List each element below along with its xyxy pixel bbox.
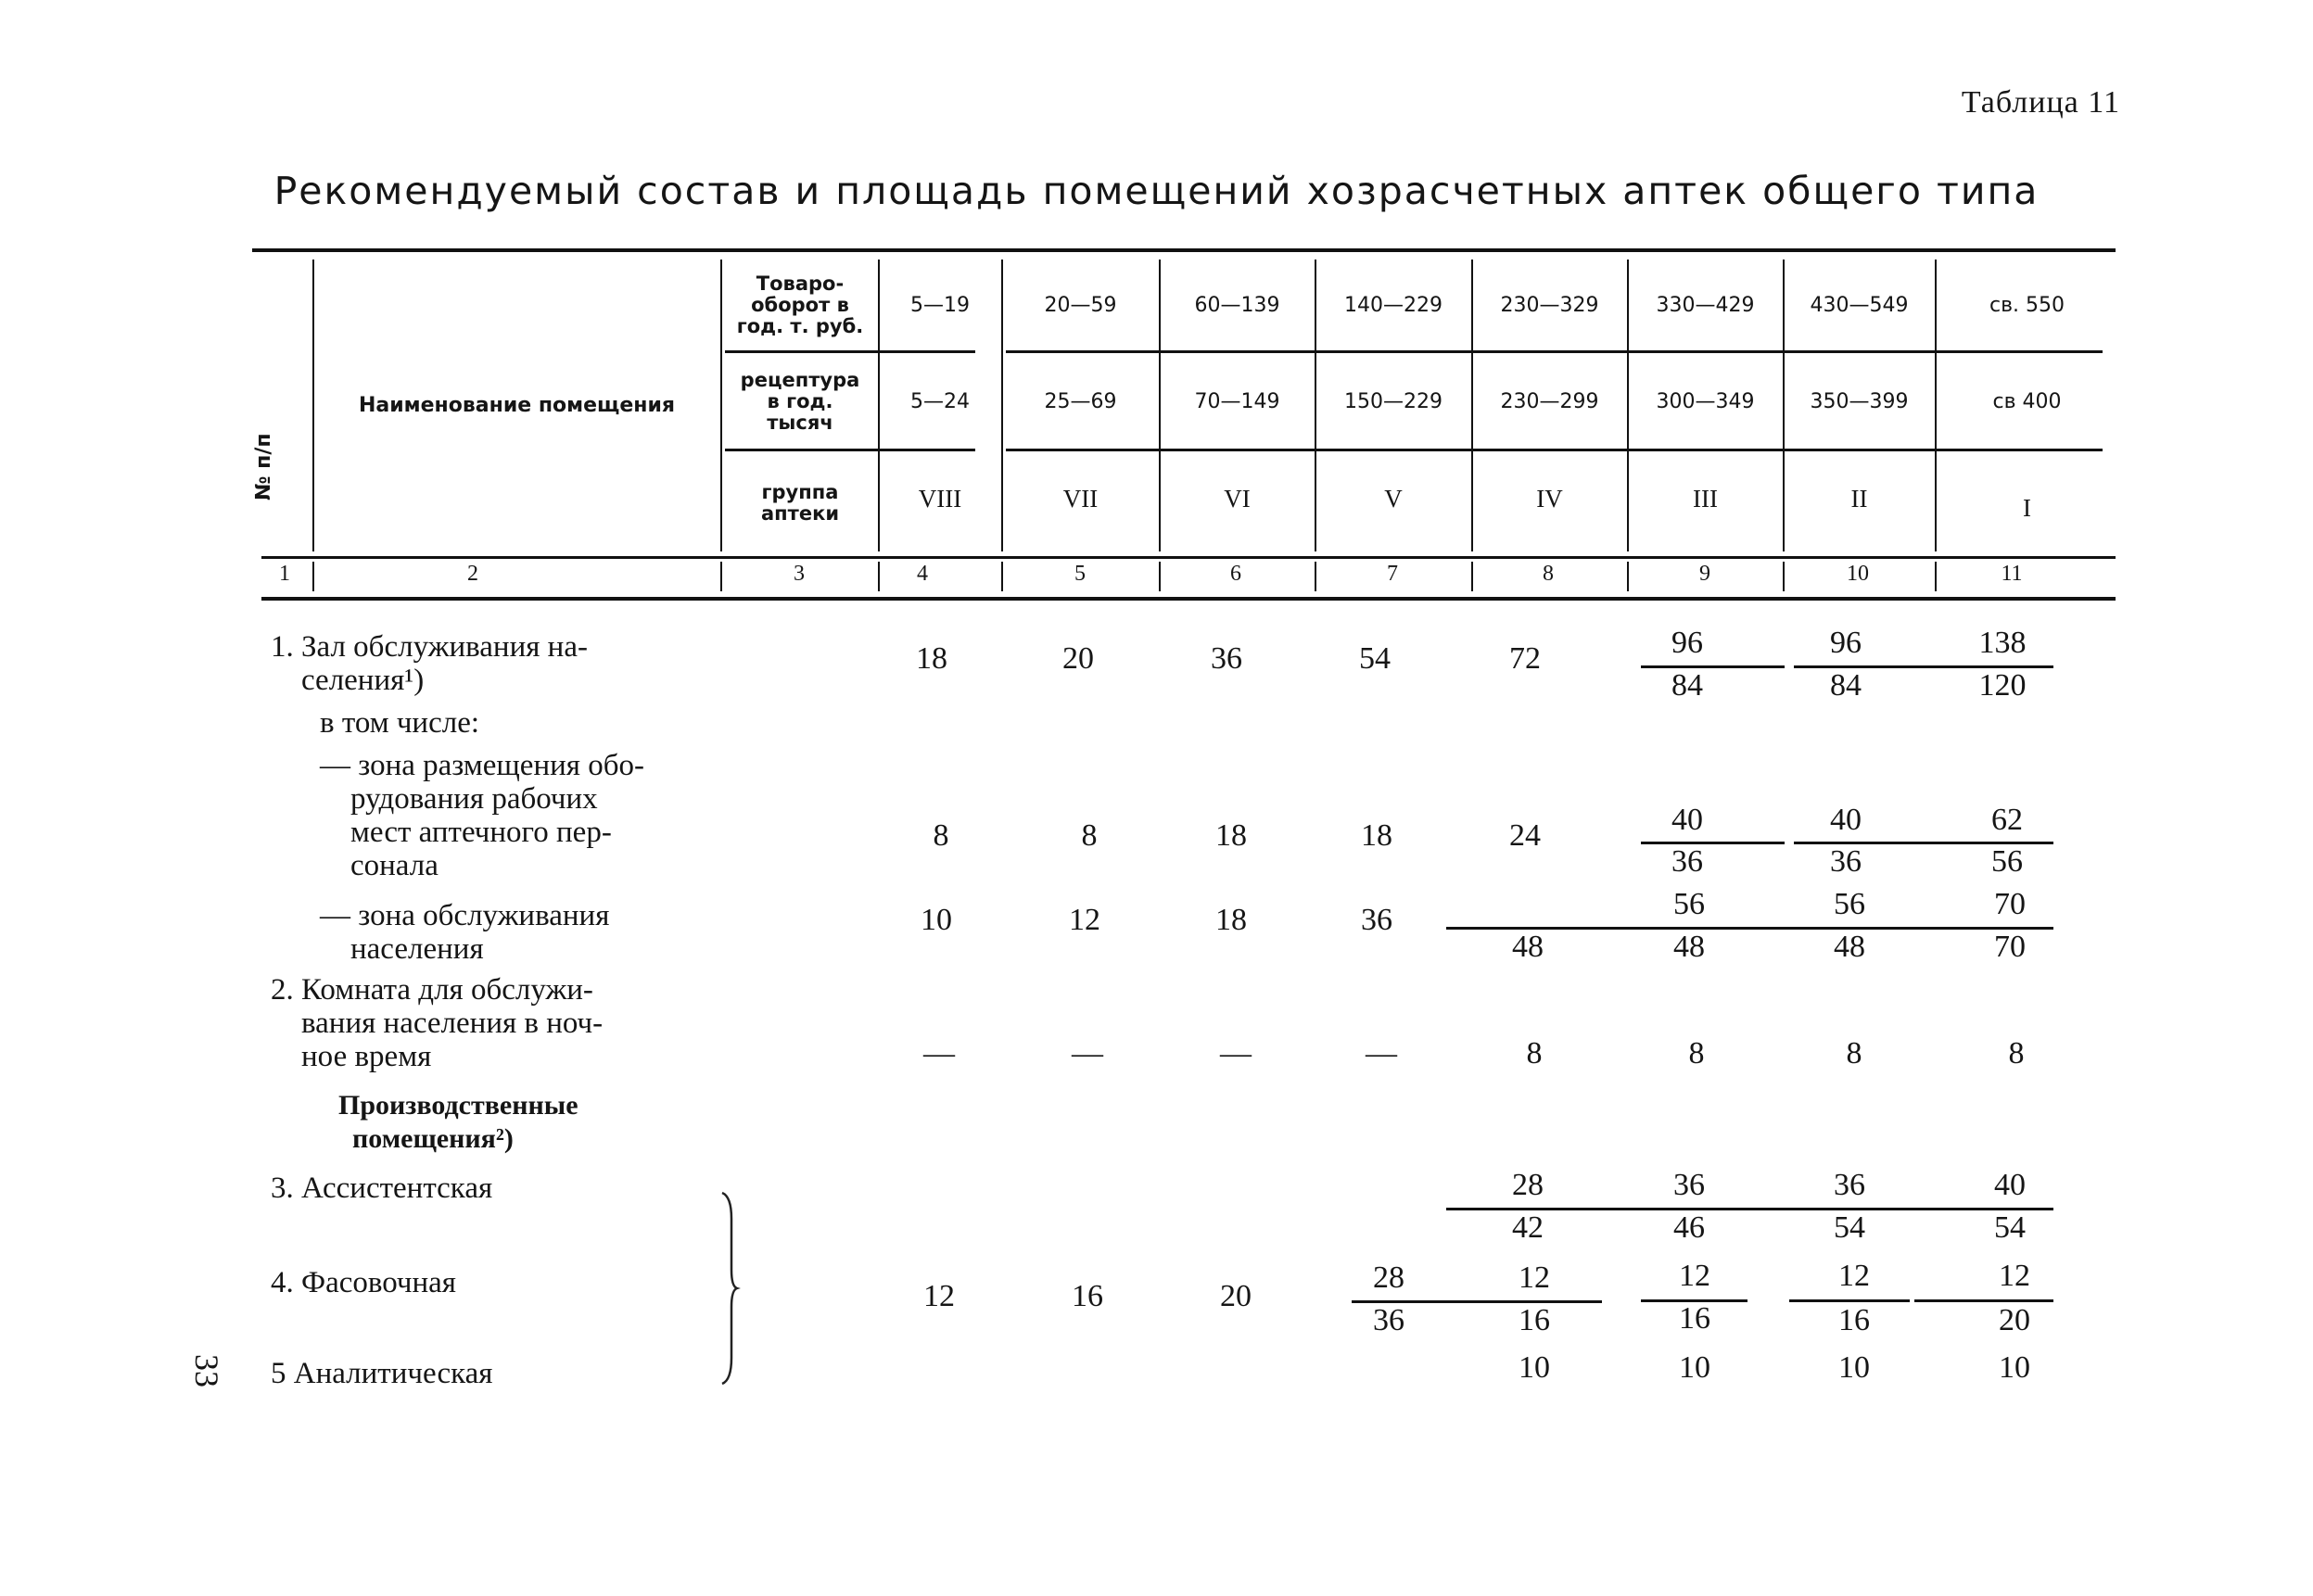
column-number: 11 bbox=[2001, 562, 2023, 586]
fraction-bottom: 16 bbox=[1519, 1303, 1550, 1337]
turnover-value: св. 550 bbox=[1989, 293, 2065, 317]
fraction-bottom: 84 bbox=[1830, 668, 1862, 703]
row-4-label: 4. Фасовочная bbox=[271, 1266, 456, 1299]
prescriptions-value: 150—229 bbox=[1344, 389, 1442, 413]
row-5-label: 5 Аналитическая bbox=[271, 1357, 493, 1390]
fraction-bottom: 54 bbox=[1834, 1210, 1865, 1245]
row-3-label: 3. Ассистентская bbox=[271, 1172, 493, 1205]
row-1a-label: — зона размещения обо- рудования рабочих мест аптечного пер- сонала bbox=[320, 749, 644, 882]
divider bbox=[720, 562, 722, 591]
brace-icon bbox=[718, 1191, 746, 1386]
turnover-value: 230—329 bbox=[1500, 293, 1599, 317]
column-number: 1 bbox=[279, 562, 290, 586]
fraction-bottom: 56 bbox=[1991, 844, 2023, 879]
turnover-value: 330—429 bbox=[1656, 293, 1755, 317]
fraction-top: 138 bbox=[1978, 626, 2027, 660]
group-value: VI bbox=[1224, 484, 1251, 513]
table-cell: 8 bbox=[1846, 1036, 1862, 1070]
fraction-bottom: 16 bbox=[1838, 1303, 1870, 1337]
page-number: 33 bbox=[188, 1354, 225, 1387]
column-number: 2 bbox=[467, 562, 478, 586]
prescriptions-value: 70—149 bbox=[1194, 389, 1280, 413]
group-value: IV bbox=[1536, 484, 1563, 513]
table-cell: 12 bbox=[1069, 903, 1100, 937]
table-cell: 54 bbox=[1359, 641, 1391, 676]
column-number: 8 bbox=[1543, 562, 1554, 586]
table-cell: 36 bbox=[1211, 641, 1242, 676]
group-value: V bbox=[1384, 484, 1403, 513]
fraction-top: 40 bbox=[1830, 803, 1862, 837]
turnover-value: 60—139 bbox=[1194, 293, 1280, 317]
table-cell: 72 bbox=[1509, 641, 1541, 676]
column-number: 7 bbox=[1387, 562, 1398, 586]
table-label: Таблица 11 bbox=[1961, 85, 2120, 120]
table-cell: 8 bbox=[933, 818, 949, 853]
table-cell: 10 bbox=[1838, 1350, 1870, 1385]
table-cell: 8 bbox=[1081, 818, 1098, 853]
header-bottom-rule bbox=[261, 556, 2116, 559]
group-label: группа аптеки bbox=[760, 480, 840, 525]
row-1b-label: — зона обслуживания населения bbox=[320, 899, 610, 966]
group-value: II bbox=[1850, 484, 1868, 513]
turnover-value: 20—59 bbox=[1044, 293, 1117, 317]
fraction-top: 12 bbox=[1519, 1260, 1550, 1295]
table-cell: 8 bbox=[1526, 1036, 1543, 1070]
divider bbox=[1159, 562, 1161, 591]
fraction-top: 70 bbox=[1994, 887, 2026, 921]
table-cell: 12 bbox=[923, 1279, 955, 1313]
divider bbox=[1315, 562, 1316, 591]
table-cell: — bbox=[1220, 1036, 1252, 1070]
fraction-bottom: 20 bbox=[1999, 1303, 2030, 1337]
group-value: VII bbox=[1062, 484, 1099, 513]
table-cell: 18 bbox=[1215, 818, 1247, 853]
row-1-label: 1. Зал обслуживания на- селения¹) bbox=[271, 630, 588, 697]
table-cell: 36 bbox=[1361, 903, 1392, 937]
divider bbox=[1001, 562, 1003, 591]
table-cell: 18 bbox=[1215, 903, 1247, 937]
fraction-top: 12 bbox=[1999, 1259, 2030, 1293]
fraction-bottom: 48 bbox=[1512, 930, 1544, 964]
fraction-top: 12 bbox=[1679, 1259, 1710, 1293]
fraction-bottom: 48 bbox=[1834, 930, 1865, 964]
divider bbox=[312, 260, 314, 551]
fraction-top: 36 bbox=[1834, 1168, 1865, 1202]
fraction-bottom: 36 bbox=[1830, 844, 1862, 879]
subrule bbox=[1006, 350, 2100, 353]
fraction-top: 36 bbox=[1673, 1168, 1705, 1202]
colnum-bottom-rule bbox=[261, 597, 2116, 601]
document-title: Рекомендуемый состав и площадь помещений хозрасчетных аптек общего типа bbox=[273, 169, 2040, 213]
table-cell: 18 bbox=[1361, 818, 1392, 853]
column-number: 6 bbox=[1230, 562, 1241, 586]
turnover-value: 5—19 bbox=[910, 293, 970, 317]
table-cell: 8 bbox=[1688, 1036, 1705, 1070]
column-number: 5 bbox=[1074, 562, 1086, 586]
subrule bbox=[1956, 449, 2103, 451]
column-number: 3 bbox=[794, 562, 805, 586]
turnover-label: Товаро- оборот в год. т. руб. bbox=[736, 272, 864, 337]
fraction-bottom: 48 bbox=[1673, 930, 1705, 964]
subrule bbox=[725, 449, 975, 451]
row-2-label: 2. Комната для обслужи- вания населения в ноч- ное время bbox=[271, 973, 604, 1073]
group-value: III bbox=[1693, 484, 1718, 513]
table-cell: 10 bbox=[1679, 1350, 1710, 1385]
table-cell: 10 bbox=[921, 903, 952, 937]
subrule bbox=[725, 350, 975, 353]
table-cell: 10 bbox=[1519, 1350, 1550, 1385]
turnover-value: 430—549 bbox=[1810, 293, 1909, 317]
fraction-bottom: 70 bbox=[1994, 930, 2026, 964]
divider bbox=[720, 260, 722, 551]
subrule bbox=[1006, 449, 2100, 451]
including-label: в том числе: bbox=[320, 706, 480, 740]
fraction-bottom: 84 bbox=[1671, 668, 1703, 703]
fraction-top: 62 bbox=[1991, 803, 2023, 837]
subrule bbox=[1956, 350, 2103, 353]
divider bbox=[1627, 562, 1629, 591]
fraction-bar bbox=[1789, 1299, 1910, 1302]
col-number-label: № п/п bbox=[252, 433, 275, 500]
prescriptions-value: 350—399 bbox=[1810, 389, 1909, 413]
fraction-bottom: 54 bbox=[1994, 1210, 2026, 1245]
header-top-rule bbox=[252, 248, 2116, 252]
prescriptions-value: 230—299 bbox=[1500, 389, 1599, 413]
table-cell: 20 bbox=[1220, 1279, 1252, 1313]
fraction-top: 56 bbox=[1834, 887, 1865, 921]
col-name-label: Наименование помещения bbox=[358, 394, 676, 417]
table-cell: — bbox=[923, 1036, 955, 1070]
prescriptions-value: 5—24 bbox=[910, 389, 970, 413]
column-number: 4 bbox=[917, 562, 928, 586]
divider bbox=[878, 562, 880, 591]
fraction-bottom: 36 bbox=[1671, 844, 1703, 879]
table-cell: 8 bbox=[2008, 1036, 2025, 1070]
table-cell: — bbox=[1072, 1036, 1103, 1070]
fraction-bottom: 120 bbox=[1978, 668, 2027, 703]
table-cell: 24 bbox=[1509, 818, 1541, 853]
prescriptions-value: 300—349 bbox=[1656, 389, 1755, 413]
divider bbox=[1935, 562, 1937, 591]
table-cell: 10 bbox=[1999, 1350, 2030, 1385]
turnover-value: 140—229 bbox=[1344, 293, 1442, 317]
fraction-bottom: 36 bbox=[1373, 1303, 1404, 1337]
group-value: I bbox=[2023, 493, 2031, 522]
divider bbox=[1471, 562, 1473, 591]
fraction-bottom: 16 bbox=[1679, 1301, 1710, 1336]
group-value: VIII bbox=[918, 484, 962, 513]
table-cell: 16 bbox=[1072, 1279, 1103, 1313]
divider bbox=[312, 562, 314, 591]
fraction-top: 12 bbox=[1838, 1259, 1870, 1293]
fraction-top: 96 bbox=[1830, 626, 1862, 660]
divider bbox=[1783, 562, 1785, 591]
prescriptions-label: рецептура в год. тысяч bbox=[740, 368, 860, 434]
prescriptions-value: 25—69 bbox=[1044, 389, 1117, 413]
fraction-top: 40 bbox=[1671, 803, 1703, 837]
table-cell: 20 bbox=[1062, 641, 1094, 676]
fraction-top: 40 bbox=[1994, 1168, 2026, 1202]
fraction-bottom: 46 bbox=[1673, 1210, 1705, 1245]
fraction-top: 28 bbox=[1373, 1260, 1404, 1295]
prescriptions-value: св 400 bbox=[1992, 389, 2062, 413]
section-heading: Производственные помещения²) bbox=[338, 1090, 578, 1154]
fraction-top: 28 bbox=[1512, 1168, 1544, 1202]
table-cell: — bbox=[1366, 1036, 1397, 1070]
fraction-bottom: 42 bbox=[1512, 1210, 1544, 1245]
column-number: 9 bbox=[1699, 562, 1710, 586]
table-cell: 18 bbox=[916, 641, 947, 676]
fraction-bar bbox=[1914, 1299, 2053, 1302]
fraction-top: 56 bbox=[1673, 887, 1705, 921]
column-number: 10 bbox=[1847, 562, 1869, 586]
fraction-top: 96 bbox=[1671, 626, 1703, 660]
